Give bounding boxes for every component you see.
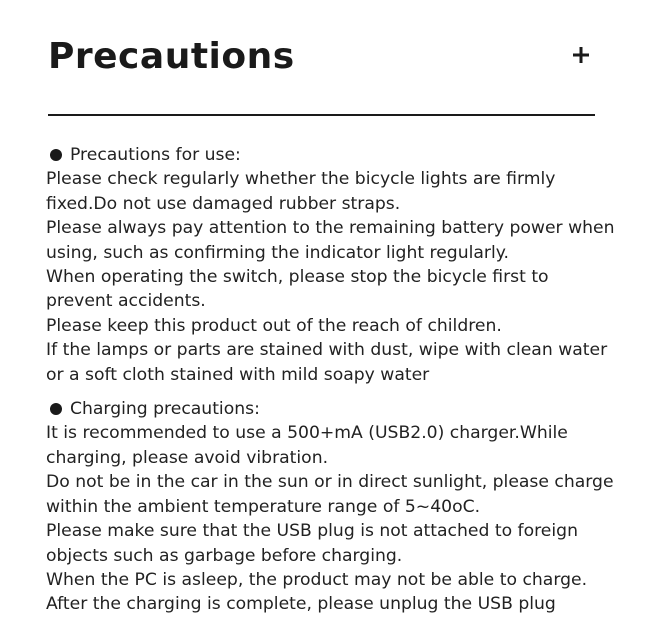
paragraph-line: Please check regularly whether the bicycle lights are firmly fixed.Do not use damaged rubber straps.	[46, 169, 556, 214]
section-heading	[46, 397, 616, 421]
paragraph-line: It is recommended to use a 500+mA (USB2.0) charger.While charging, please avoid vibration.	[46, 423, 568, 468]
paragraph-line: Please make sure that the USB plug is not attached to foreign objects such as garbage before charging.	[46, 521, 578, 566]
accordion-header[interactable]	[48, 30, 598, 90]
header-divider	[48, 114, 595, 116]
bullet-icon	[50, 149, 62, 161]
paragraph-line: After the charging is complete, please unplug the USB plug	[46, 594, 556, 615]
section-heading	[46, 143, 616, 167]
page-title: Precautions	[48, 36, 295, 77]
precautions-content	[46, 143, 616, 627]
paragraph-line: If the lamps or parts are stained with dust, wipe with clean water or a soft cloth stained with mild soapy water	[46, 340, 608, 385]
bullet-icon	[50, 403, 62, 415]
section-use-precautions	[46, 143, 616, 387]
paragraph-line: Do not be in the car in the sun or in direct sunlight, please charge within the ambient temperature range of 5~40oC.	[46, 472, 614, 517]
section-heading-label: Charging precautions:	[70, 399, 260, 420]
paragraph-line: Please keep this product out of the reach of children.	[46, 315, 502, 336]
paragraph-line: Please always pay attention to the remaining battery power when using, such as confirming the indicator light regularly.	[46, 218, 615, 263]
expand-toggle-button[interactable]	[566, 40, 596, 70]
section-heading-label: Precautions for use:	[70, 145, 241, 165]
plus-icon	[572, 46, 590, 64]
section-charging-precautions	[46, 397, 616, 617]
paragraph-line: When operating the switch, please stop the bicycle first to prevent accidents.	[46, 267, 549, 312]
paragraph-line: When the PC is asleep, the product may not be able to charge.	[46, 569, 588, 590]
